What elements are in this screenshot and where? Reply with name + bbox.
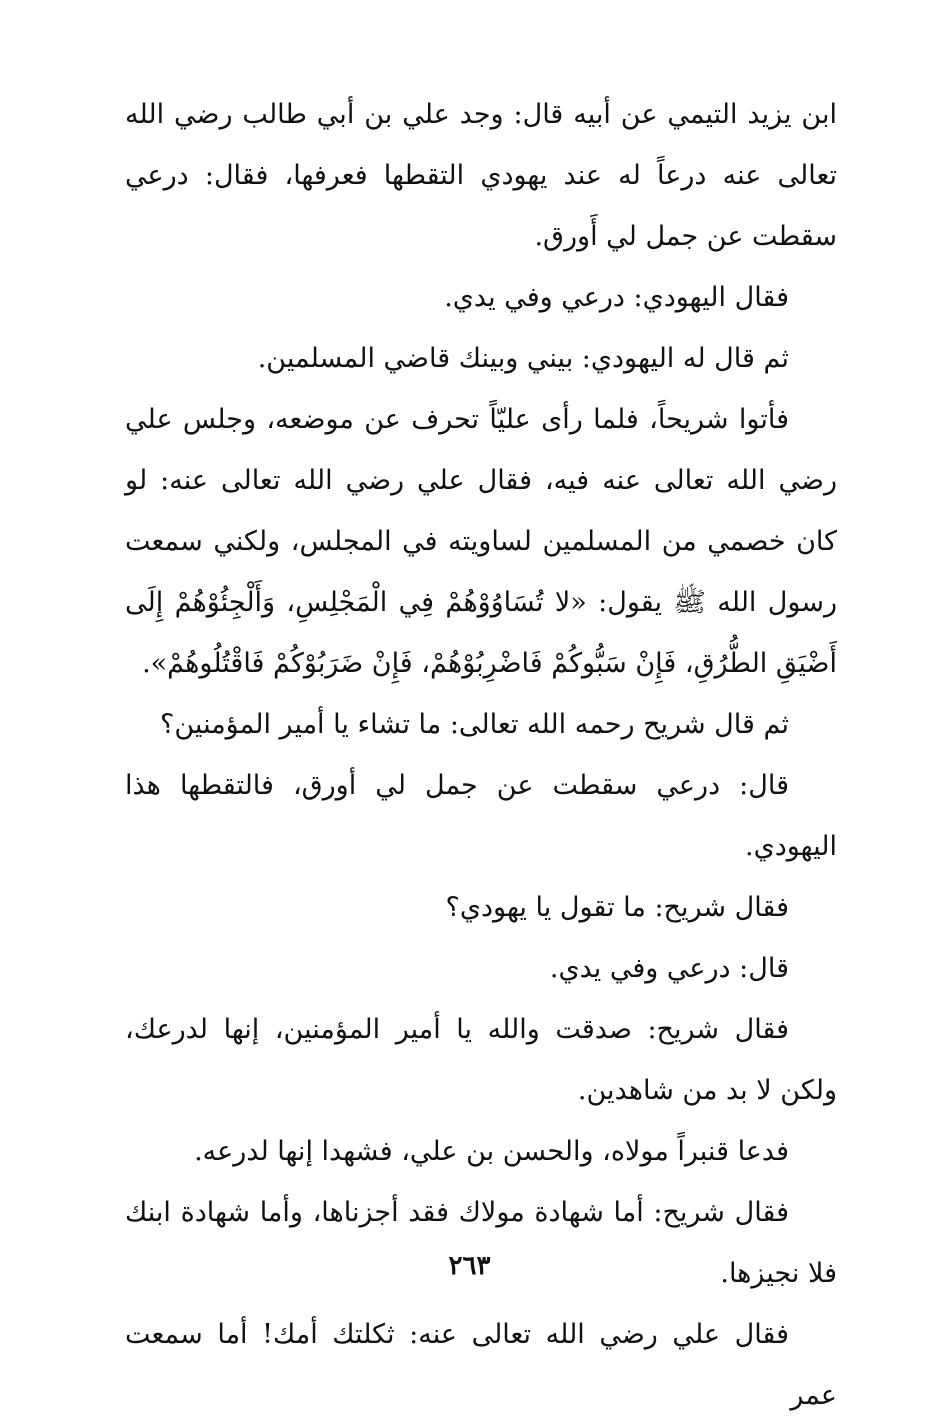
paragraph-3: ثم قال له اليهودي: بيني وبينك قاضي المسلمين. bbox=[257, 343, 789, 374]
page-number: ٢٦٣ bbox=[448, 1251, 491, 1281]
paragraph-8: قال: درعي وفي يدي. bbox=[549, 953, 789, 984]
paragraph-5: ثم قال شريح رحمه الله تعالى: ما تشاء يا أمير المؤمنين؟ bbox=[160, 709, 789, 740]
paragraph-9: فقال شريح: صدقت والله يا أمير المؤمنين، إنها لدرعك، ولكن لا بد من شاهدين. bbox=[125, 1014, 837, 1106]
body-text bbox=[125, 84, 837, 1426]
paragraph-11: فقال شريح: أما شهادة مولاك فقد أجزناها، وأما شهادة ابنك فلا نجيزها. bbox=[125, 1197, 837, 1289]
paragraph-4: فأتوا شريحاً، فلما رأى عليّاً تحرف عن موضعه، وجلس علي رضي الله تعالى عنه فيه، فقال علي رضي الله تعالى عنه: لو كان خصمي من المسلمين لساويته في المجلس، ولكني سمعت رسول الله ﷺ يقول: «لا تُسَاوُوْهُمْ فِي الْمَجْلِسِ، وَأَلْجِئُوْهُمْ إِلَى أَضْيَقِ الطُّرُقِ، فَإِنْ سَبُّوكُمْ فَاضْرِبُوْهُمْ، فَإِنْ ضَرَبُوْكُمْ فَاقْتُلُوهُمْ». bbox=[125, 404, 837, 679]
paragraph-2: فقال اليهودي: درعي وفي يدي. bbox=[444, 282, 789, 313]
paragraph-12: فقال علي رضي الله تعالى عنه: ثكلتك أمك! أما سمعت عمر bbox=[125, 1319, 837, 1411]
paragraph-10: فدعا قنبراً مولاه، والحسن بن علي، فشهدا إنها لدرعه. bbox=[194, 1136, 789, 1167]
paragraph-7: فقال شريح: ما تقول يا يهودي؟ bbox=[445, 892, 789, 923]
paragraph-1: ابن يزيد التيمي عن أبيه قال: وجد علي بن أبي طالب رضي الله تعالى عنه درعاً له عند يهودي التقطها فعرفها، فقال: درعي سقطت عن جمل لي أَورق. bbox=[125, 99, 837, 252]
paragraph-6: قال: درعي سقطت عن جمل لي أورق، فالتقطها هذا اليهودي. bbox=[125, 770, 837, 862]
